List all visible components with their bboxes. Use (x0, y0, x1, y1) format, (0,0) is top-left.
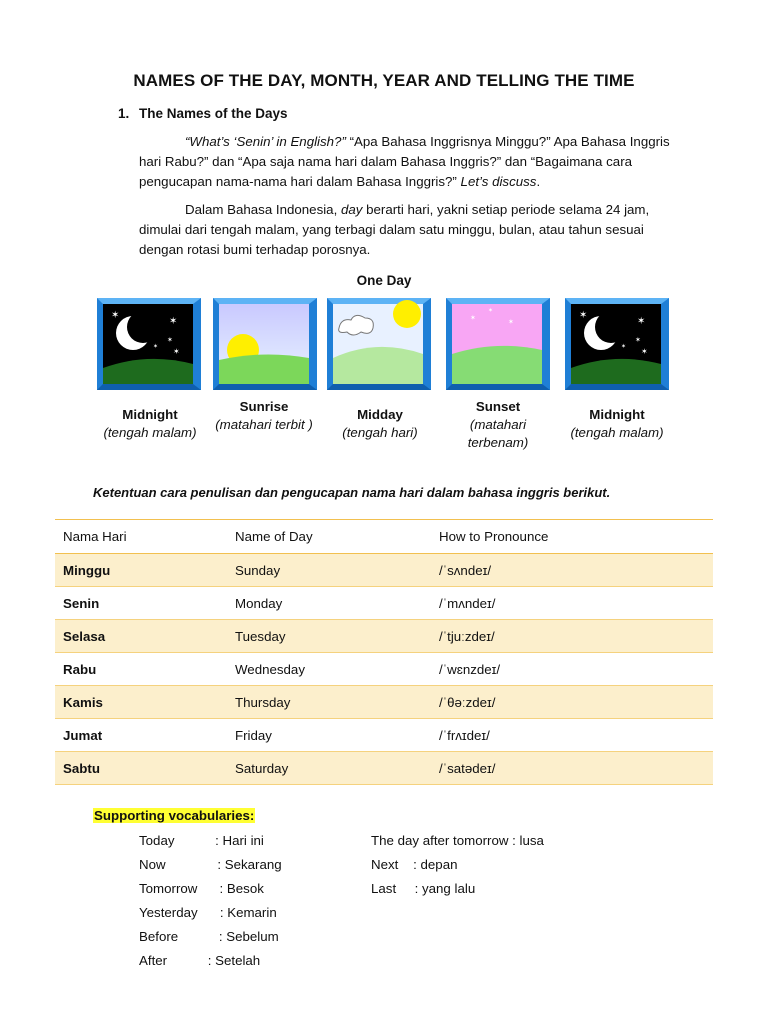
definition-paragraph (139, 200, 679, 260)
caption-midnight-2 (557, 406, 677, 442)
intro-question-italic: “What’s ‘Senin’ in English?” (185, 134, 346, 149)
table-row (55, 752, 713, 785)
table-row (55, 587, 713, 620)
table-row (55, 719, 713, 752)
header-how-to-pronounce: How to Pronounce (431, 520, 713, 554)
vocab-item: Last : yang lalu (371, 881, 476, 896)
cell-pronunciation: /ˈsatədeɪ/ (431, 752, 713, 785)
cell-nama-hari: Minggu (55, 554, 227, 587)
svg-text:✶: ✶ (508, 319, 514, 326)
caption-sunset (438, 398, 558, 452)
sunset-image (446, 298, 550, 390)
cell-name-of-day: Friday (235, 727, 272, 743)
cell-name-of-day: Saturday (227, 752, 431, 785)
intro-paragraph (139, 132, 679, 192)
vocab-item: Tomorrow : Besok (139, 881, 264, 896)
caption-en: Midday (357, 407, 403, 422)
cell-nama-hari: Selasa (55, 620, 227, 653)
cell-pronunciation: /ˈfrʌɪdeɪ/ (439, 727, 490, 743)
svg-text:✶: ✶ (153, 344, 159, 350)
svg-text:✶: ✶ (167, 337, 173, 344)
cell-name-of-day: Sunday (227, 554, 431, 587)
svg-text:✶: ✶ (111, 310, 120, 321)
table-row (55, 620, 713, 653)
caption-id: (tengah malam) (103, 425, 197, 440)
svg-text:✶: ✶ (641, 347, 648, 356)
cell-pronunciation: /ˈθəːzdeɪ/ (431, 686, 713, 719)
definition-start: Dalam Bahasa Indonesia, (185, 202, 341, 217)
vocab-item: The day after tomorrow : lusa (371, 833, 544, 848)
vocab-list-right (371, 829, 544, 901)
vocab-list-left (139, 829, 282, 973)
intro-paragraph-text: “Apa Bahasa Inggrisnya Minggu?” Apa Bahasa Inggris hari Rabu?” dan “Apa saja nama hari dalam Bahasa Inggris?” dan “Bagaimana cara pengucapan nama-nama hari dalam Bahasa Inggris?” (139, 134, 670, 189)
night-icon (565, 298, 669, 390)
section-number: 1. (118, 106, 130, 121)
svg-text:✶: ✶ (173, 347, 180, 356)
sunrise-icon (213, 298, 317, 390)
caption-id: (tengah malam) (570, 425, 664, 440)
cell-name-of-day: Wednesday (235, 661, 305, 677)
caption-en: Sunrise (239, 399, 289, 414)
definition-word-day: day (340, 202, 363, 217)
night-icon (97, 298, 201, 390)
caption-en: Midnight (589, 407, 645, 422)
cell-pronunciation: /ˈwɛnzdeɪ/ (439, 661, 501, 677)
days-table (55, 519, 713, 785)
intro-period: . (536, 174, 541, 189)
section-heading (118, 106, 288, 121)
midnight-image (97, 298, 201, 390)
table-header-row (55, 520, 713, 554)
supporting-vocabularies-title: Supporting vocabularies: (94, 808, 255, 823)
cell-pronunciation: /ˈmʌndeɪ/ (439, 595, 496, 611)
table-caption: Ketentuan cara penulisan dan pengucapan nama hari dalam bahasa inggris berikut. (93, 485, 611, 500)
midday-icon (327, 298, 431, 390)
svg-text:✶: ✶ (470, 315, 476, 322)
table-row (55, 686, 713, 719)
caption-midnight (90, 406, 210, 442)
cell-nama-hari: Rabu (63, 661, 97, 677)
table-row (55, 653, 713, 686)
cell-name-of-day: Tuesday (227, 620, 431, 653)
caption-midday (320, 406, 440, 442)
header-nama-hari: Nama Hari (55, 520, 227, 554)
cell-nama-hari: Senin (63, 595, 100, 611)
vocab-item: After : Setelah (139, 953, 261, 968)
definition-rest: berarti hari, yakni setiap periode selama 24 jam, dimulai dari tengah malam, yang terbagi dalam satu minggu, bulan, atau tahun sesuai dengan rotasi bumi terhadap porosnya. (139, 202, 650, 257)
section-heading-text: The Names of the Days (139, 106, 288, 121)
cell-nama-hari: Sabtu (55, 752, 227, 785)
svg-text:✶: ✶ (637, 316, 646, 327)
cell-pronunciation: /ˈsʌndeɪ/ (431, 554, 713, 587)
page-title: NAMES OF THE DAY, MONTH, YEAR AND TELLING THE TIME (133, 71, 635, 90)
caption-sunrise (204, 398, 324, 434)
caption-en: Midnight (122, 407, 178, 422)
one-day-title: One Day (356, 273, 412, 288)
sunrise-image (213, 298, 317, 390)
svg-text:✶: ✶ (169, 316, 178, 327)
svg-text:✶: ✶ (621, 344, 627, 350)
table-row (55, 554, 713, 587)
vocab-item: Next : depan (371, 857, 458, 872)
midnight-image-2 (565, 298, 669, 390)
caption-id: (tengah hari) (342, 425, 418, 440)
vocab-item: Today : Hari ini (139, 833, 264, 848)
header-name-of-day: Name of Day (227, 520, 431, 554)
cell-nama-hari: Jumat (63, 727, 103, 743)
intro-lets-discuss: Let’s discuss (460, 174, 537, 189)
svg-text:✶: ✶ (579, 310, 588, 321)
caption-en: Sunset (475, 399, 521, 414)
vocab-item: Yesterday : Kemarin (139, 905, 277, 920)
sunset-icon (446, 298, 550, 390)
vocab-item: Now : Sekarang (139, 857, 282, 872)
caption-id: (matahari terbit ) (215, 417, 313, 432)
cell-pronunciation: /ˈtjuːzdeɪ/ (431, 620, 713, 653)
cell-name-of-day: Monday (235, 595, 283, 611)
cell-name-of-day: Thursday (227, 686, 431, 719)
midday-image (327, 298, 431, 390)
svg-text:✶: ✶ (635, 337, 641, 344)
vocab-item: Before : Sebelum (139, 929, 279, 944)
caption-id: (matahari terbenam) (467, 417, 529, 450)
svg-text:✶: ✶ (488, 308, 494, 314)
cell-nama-hari: Kamis (55, 686, 227, 719)
